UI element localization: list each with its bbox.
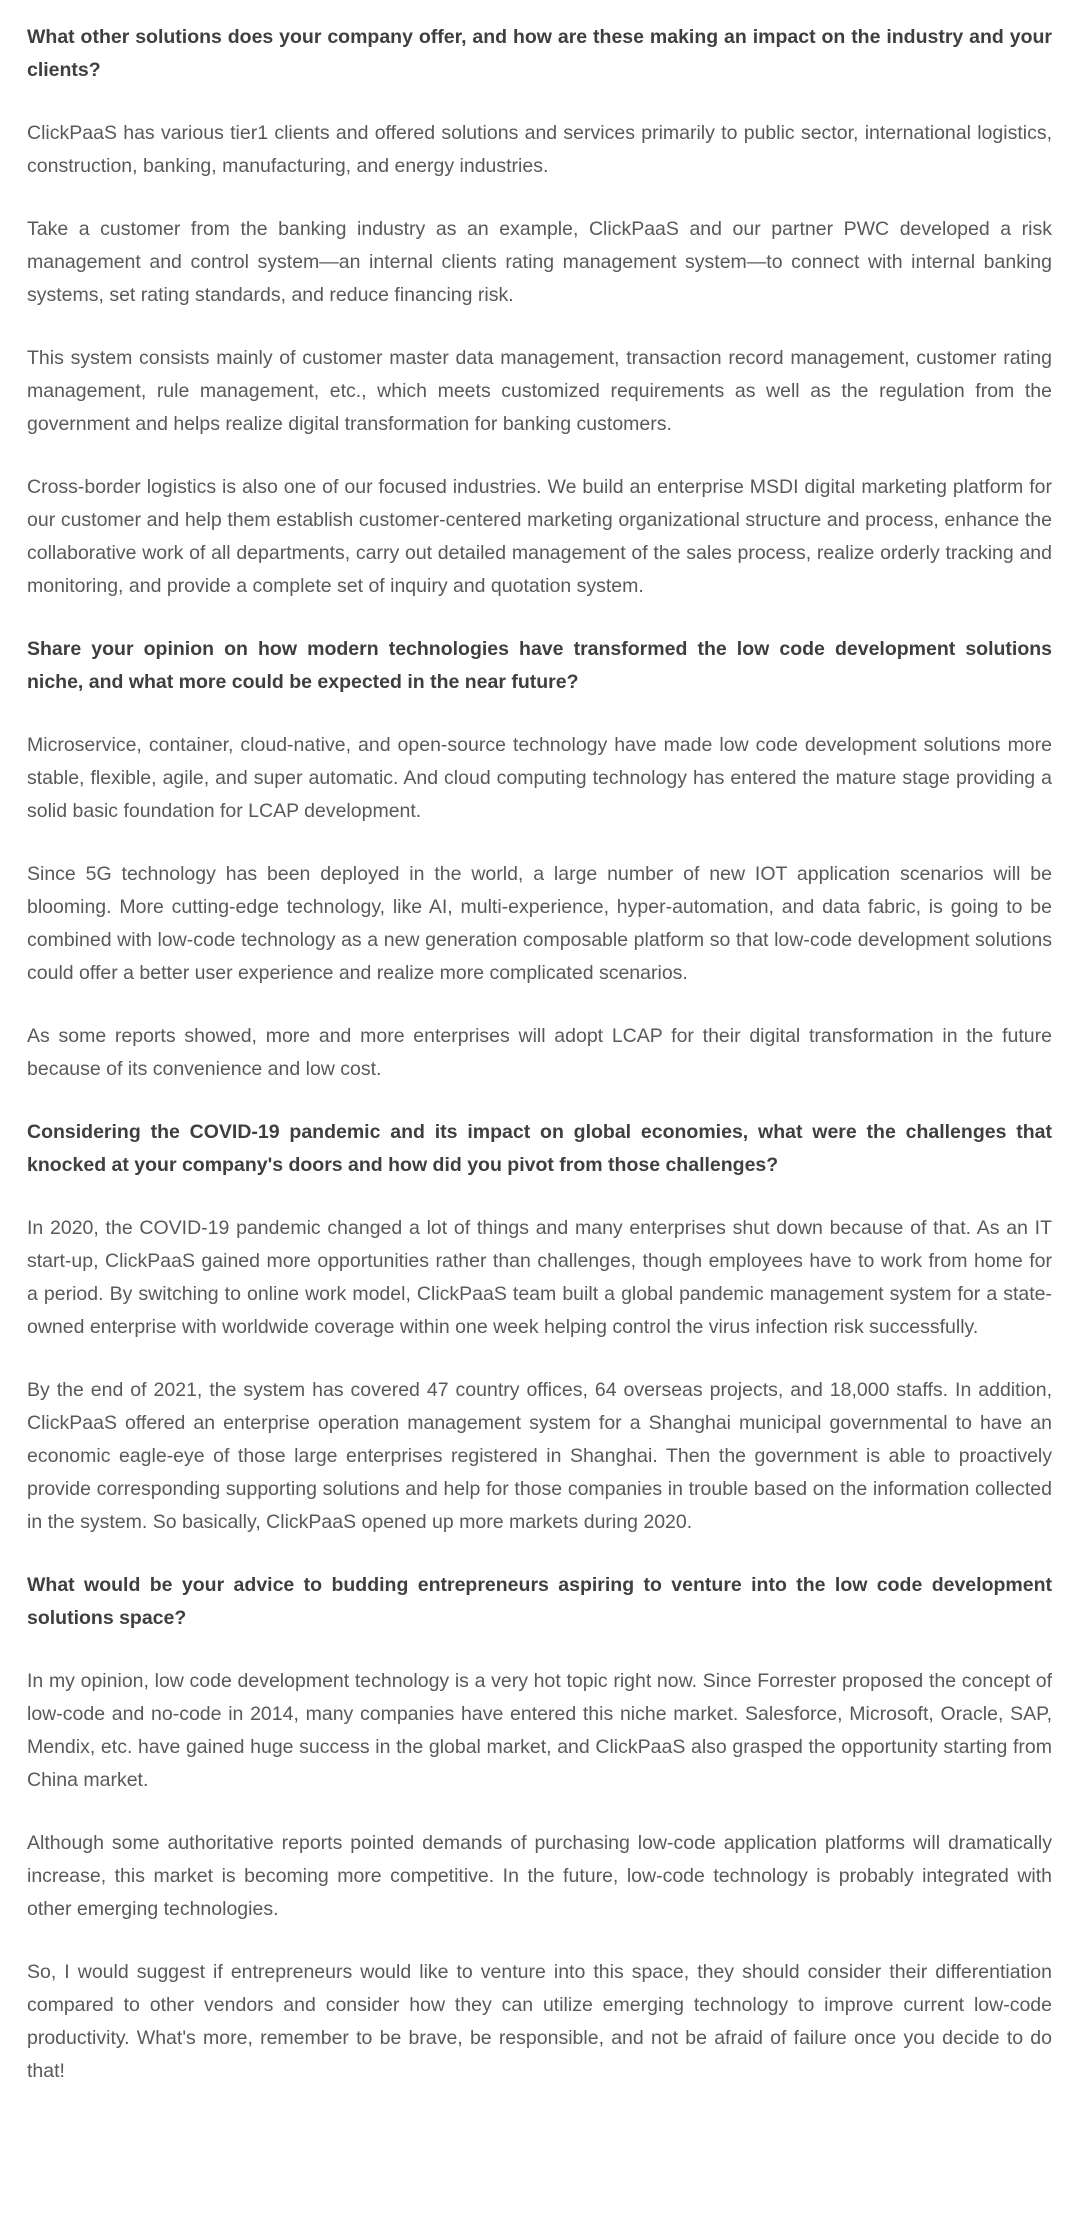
answer-paragraph: In 2020, the COVID-19 pandemic changed a lot of things and many enterprises shut down because of that. As an IT start-up, ClickPaaS gained more opportunities rather than challenges, though employees have to work from home for a period. By switching to online work model, ClickPaaS team built a global pandemic management system for a state-owned enterprise with worldwide coverage within one week helping control the virus infection risk successfully. [27, 1217, 1052, 1338]
question-heading: What other solutions does your company offer, and how are these making an impact on the industry and your clients? [27, 26, 1052, 81]
answer-paragraph: By the end of 2021, the system has covered 47 country offices, 64 overseas projects, and 18,000 staffs. In addition, ClickPaaS offered an enterprise operation management system for a Shanghai municipal governmental to have an economic eagle-eye of those large enterprises registered in Shanghai. Then the government is able to proactively provide corresponding supporting solutions and help for those companies in trouble based on the information collected in the system. So basically, ClickPaaS opened up more markets during 2020. [27, 1379, 1052, 1533]
question-heading: Considering the COVID-19 pandemic and its impact on global economies, what were the challenges that knocked at your company's doors and how did you pivot from those challenges? [27, 1121, 1052, 1176]
answer-paragraph: Although some authoritative reports pointed demands of purchasing low-code application platforms will dramatically increase, this market is becoming more competitive. In the future, low-code technology is probably integrated with other emerging technologies. [27, 1832, 1052, 1920]
answer-paragraph: As some reports showed, more and more enterprises will adopt LCAP for their digital transformation in the future because of its convenience and low cost. [27, 1025, 1052, 1080]
answer-paragraph: Since 5G technology has been deployed in the world, a large number of new IOT application scenarios will be blooming. More cutting-edge technology, like AI, multi-experience, hyper-automation, and data fabric, is going to be combined with low-code technology as a new generation composable platform so that low-code development solutions could offer a better user experience and realize more complicated scenarios. [27, 863, 1052, 984]
answer-paragraph: In my opinion, low code development technology is a very hot topic right now. Since Forrester proposed the concept of low-code and no-code in 2014, many companies have entered this niche market. Salesforce, Microsoft, Oracle, SAP, Mendix, etc. have gained huge success in the global market, and ClickPaaS also grasped the opportunity starting from China market. [27, 1670, 1052, 1791]
question-heading: What would be your advice to budding entrepreneurs aspiring to venture into the low code development solutions space? [27, 1574, 1052, 1629]
answer-paragraph: Microservice, container, cloud-native, and open-source technology have made low code development solutions more stable, flexible, agile, and super automatic. And cloud computing technology has entered the mature stage providing a solid basic foundation for LCAP development. [27, 734, 1052, 822]
answer-paragraph: Take a customer from the banking industry as an example, ClickPaaS and our partner PWC developed a risk management and control system—an internal clients rating management system—to connect with internal banking systems, set rating standards, and reduce financing risk. [27, 218, 1052, 306]
question-heading: Share your opinion on how modern technologies have transformed the low code development solutions niche, and what more could be expected in the near future? [27, 638, 1052, 693]
answer-paragraph: This system consists mainly of customer master data management, transaction record management, customer rating management, rule management, etc., which meets customized requirements as well as the regulation from the government and helps realize digital transformation for banking customers. [27, 347, 1052, 435]
answer-paragraph: ClickPaaS has various tier1 clients and offered solutions and services primarily to public sector, international logistics, construction, banking, manufacturing, and energy industries. [27, 122, 1052, 177]
answer-paragraph: So, I would suggest if entrepreneurs would like to venture into this space, they should consider their differentiation compared to other vendors and consider how they can utilize emerging technology to improve current low-code productivity. What's more, remember to be brave, be responsible, and not be afraid of failure once you decide to do that! [27, 1961, 1052, 2082]
answer-paragraph: Cross-border logistics is also one of our focused industries. We build an enterprise MSDI digital marketing platform for our customer and help them establish customer-centered marketing organizational structure and process, enhance the collaborative work of all departments, carry out detailed management of the sales process, realize orderly tracking and monitoring, and provide a complete set of inquiry and quotation system. [27, 476, 1052, 597]
